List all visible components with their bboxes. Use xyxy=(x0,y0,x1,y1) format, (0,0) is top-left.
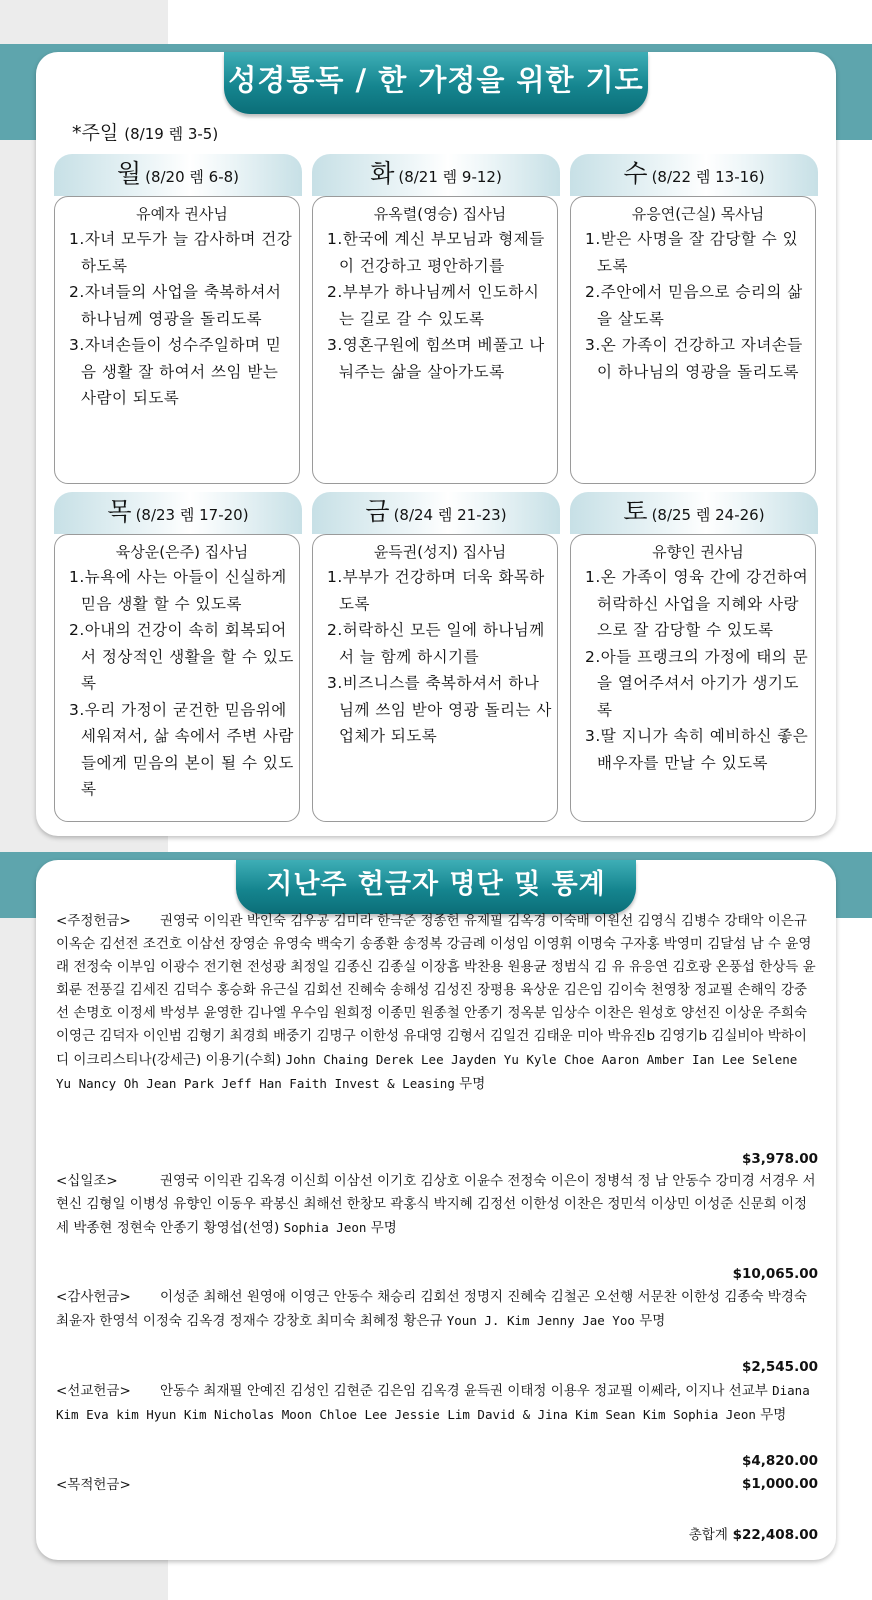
prayer-item: 1.한국에 계신 부모님과 형제들이 건강하고 평안하기를 xyxy=(327,230,545,275)
family-name: 유응연(근실) 목사님 xyxy=(631,205,765,223)
family-name: 유향인 권사님 xyxy=(652,543,744,561)
offering-names: 안동수 최재필 안예진 김성인 김현준 김은임 김옥경 윤득권 이태정 이용우 정교필 이쎄라, 이지나 선교부 xyxy=(160,1383,768,1399)
prayer-item: 2.아들 프랭크의 가정에 태의 문을 열어주셔서 아기가 생기도록 xyxy=(585,647,809,719)
family-name: 육상운(은주) 집사님 xyxy=(115,543,249,561)
day-date: (8/22 렘 13-16) xyxy=(651,168,765,186)
day-name: 목 xyxy=(107,497,132,526)
family-name: 윤득권(성지) 집사님 xyxy=(373,543,507,561)
family-name: 유예자 권사님 xyxy=(136,205,228,223)
day-date: (8/21 렘 9-12) xyxy=(398,168,502,186)
day-header-sat xyxy=(570,492,818,534)
offering-anonymous: 무명 xyxy=(639,1313,666,1329)
day-name: 화 xyxy=(370,159,395,188)
offering-anonymous: 무명 xyxy=(760,1407,787,1423)
family-name: 유옥렬(영승) 집사님 xyxy=(373,205,507,223)
offering-tithe xyxy=(56,1170,818,1240)
offering-label: <십일조> xyxy=(56,1173,118,1189)
prayer-item: 2.자녀들의 사업을 축복하셔서 하나님께 영광을 돌리도록 xyxy=(69,283,282,328)
offering-names-en: Sophia Jeon xyxy=(283,1220,367,1235)
offering-names: 권영국 이익관 김옥경 이신희 이삼선 이기호 김상호 이윤수 전정숙 이은이 정병석 정 남 안동수 강미경 서경우 서현신 김형일 이병성 유향인 이동우 곽봉신 최해선 한창모 곽홍식 박지혜 김정선 이한성 이찬은 정민석 이상민 이성준 신문희 이정세 박종현 정현숙 안종기 황영섭(선영) xyxy=(56,1173,816,1236)
day-name: 월 xyxy=(116,159,142,188)
prayer-item: 2.부부가 하나님께서 인도하시는 길로 갈 수 있도록 xyxy=(327,283,540,328)
day-name: 금 xyxy=(365,497,390,526)
day-header-wed xyxy=(570,154,818,196)
prayer-item: 2.아내의 건강이 속히 회복되어서 정상적인 생활을 할 수 있도록 xyxy=(69,621,294,692)
sunday-reading xyxy=(72,118,218,145)
sunday-label: *주일 xyxy=(72,122,119,144)
day-date: (8/24 렘 21-23) xyxy=(393,506,507,524)
offering-names: 이성준 최해선 원영애 이영근 안동수 채승리 김회선 정명지 진혜숙 김철곤 오선행 서문찬 이한성 김종숙 박경숙 최윤자 한영석 이정숙 김옥경 정재수 강창호 최미숙 최혜정 황은규 xyxy=(56,1289,807,1329)
offering-names-en: Youn J. Kim Jenny Jae Yoo xyxy=(446,1313,635,1328)
day-date: (8/23 렘 17-20) xyxy=(135,506,249,524)
prayer-item: 3.비즈니스를 축복하셔서 하나님께 쓰임 받아 영광 돌리는 사업체가 되도록 xyxy=(327,674,552,745)
prayer-item: 3.온 가족이 건강하고 자녀손들이 하나님의 영광을 돌리도록 xyxy=(585,336,803,381)
offering-thanks xyxy=(56,1286,818,1333)
offering-amount: $1,000.00 xyxy=(741,1476,818,1492)
prayer-item: 1.부부가 건강하며 더욱 화목하도록 xyxy=(327,568,545,613)
day-box-mon xyxy=(54,196,300,484)
prayer-item: 2.허락하신 모든 일에 하나님께서 늘 함께 하시기를 xyxy=(327,621,545,666)
offering-mission xyxy=(56,1379,818,1427)
offering-tithe-weekly xyxy=(56,910,818,1096)
offering-anonymous: 무명 xyxy=(459,1076,486,1092)
offering-designated xyxy=(56,1474,818,1497)
offering-amount: $4,820.00 xyxy=(741,1453,818,1469)
prayer-item: 3.자녀손들이 성수주일하며 믿음 생활 잘 하여서 쓰임 받는 사람이 되도록 xyxy=(69,336,282,407)
day-header-fri xyxy=(312,492,560,534)
offering-amount: $2,545.00 xyxy=(741,1359,818,1375)
day-date: (8/25 렘 24-26) xyxy=(651,506,765,524)
total-amount: $22,408.00 xyxy=(732,1527,818,1543)
day-header-thu xyxy=(54,492,302,534)
prayer-item: 3.우리 가정이 굳건한 믿음위에 세워져서, 삶 속에서 주변 사람들에게 믿음의 본이 될 수 있도록 xyxy=(69,700,294,798)
day-header-mon xyxy=(54,154,302,196)
prayer-item: 2.주안에서 믿음으로 승리의 삶을 살도록 xyxy=(585,283,803,328)
offering-label: <선교헌금> xyxy=(56,1383,131,1399)
day-box-tue xyxy=(312,196,558,484)
offering-amount: $10,065.00 xyxy=(732,1266,818,1282)
sunday-date: (8/19 렘 3-5) xyxy=(124,125,219,143)
total-label: 총합계 xyxy=(688,1527,728,1543)
offering-label: <목적헌금> xyxy=(56,1477,131,1493)
day-box-sat xyxy=(570,534,816,822)
prayer-section-title: 성경통독 / 한 가정을 위한 기도 xyxy=(224,52,648,114)
offering-amount: $3,978.00 xyxy=(741,1151,818,1167)
day-box-wed xyxy=(570,196,816,484)
prayer-item: 1.뉴욕에 사는 아들이 신실하게 믿음 생활 할 수 있도록 xyxy=(69,568,287,613)
offering-names-en: Diana Kim Eva kim Hyun Kim Nicholas Moon Chloe Lee Jessie Lim David & Jina Kim Sean Kim Sophia Jeon xyxy=(56,1383,810,1422)
day-date: (8/20 렘 6-8) xyxy=(145,168,240,186)
prayer-item: 3.영혼구원에 힘쓰며 베풀고 나눠주는 삶을 살아가도록 xyxy=(327,336,545,381)
offering-label: <주정헌금> xyxy=(56,913,131,929)
prayer-item: 1.받은 사명을 잘 감당할 수 있도록 xyxy=(585,230,799,275)
offering-names-en: John Chaing Derek Lee Jayden Yu Kyle Choe Aaron Amber Ian Lee Selene Yu Nancy Oh Jean Park Jeff Han Faith Invest & Leasing xyxy=(56,1052,798,1091)
day-box-thu xyxy=(54,534,300,822)
offering-names: 권영국 이익관 박인숙 김우공 김미라 한극준 정종헌 유제필 김옥경 이숙배 이원선 김영식 김병수 강태악 이은규 이옥순 김선전 조건호 이삼선 장영순 유영숙 백숙기 송종환 송정복 강금례 이성임 이영휘 이명숙 구자홍 박영미 김달섬 남 수 윤영래 전정숙 이부임 이광수 전기현 전성광 최정일 김종신 김종실 이장흠 박찬용 원용균 정범식 김 유 유응연 김호광 온풍섭 한상득 윤회룬 전풍길 김세진 김덕수 홍승화 유근실 김회선 진혜숙 송해성 김성진 장평용 육상운 김은임 김이숙 천영창 정교필 손해익 강중선 손명호 이정세 박성부 윤영한 김나엘 우수임 원희정 이종민 원종철 안종기 정옥분 임상수 이찬은 원성호 양선진 이상운 주희숙 이영근 김덕자 이인범 김형기 최경희 배중기 김명구 이한성 유대영 김형서 김일건 김태운 미아 박유진b 김영기b 김실비아 박하이디 이크리스티나(강세근) 이용기(수희) xyxy=(56,913,816,1068)
day-name: 토 xyxy=(623,497,648,526)
offering-label: <감사헌금> xyxy=(56,1289,131,1305)
prayer-item: 1.온 가족이 영육 간에 강건하여 허락하신 사업을 지혜와 사랑으로 잘 감당할 수 있도록 xyxy=(585,568,809,639)
offering-total xyxy=(689,1523,818,1543)
day-box-fri xyxy=(312,534,558,822)
day-name: 수 xyxy=(623,159,648,188)
prayer-item: 3.딸 지니가 속히 예비하신 좋은 배우자를 만날 수 있도록 xyxy=(585,727,809,772)
offering-anonymous: 무명 xyxy=(370,1220,397,1236)
offering-section-title: 지난주 헌금자 명단 및 통계 xyxy=(236,860,636,914)
prayer-item: 1.자녀 모두가 늘 감사하며 건강하도록 xyxy=(69,230,293,275)
day-header-tue xyxy=(312,154,560,196)
